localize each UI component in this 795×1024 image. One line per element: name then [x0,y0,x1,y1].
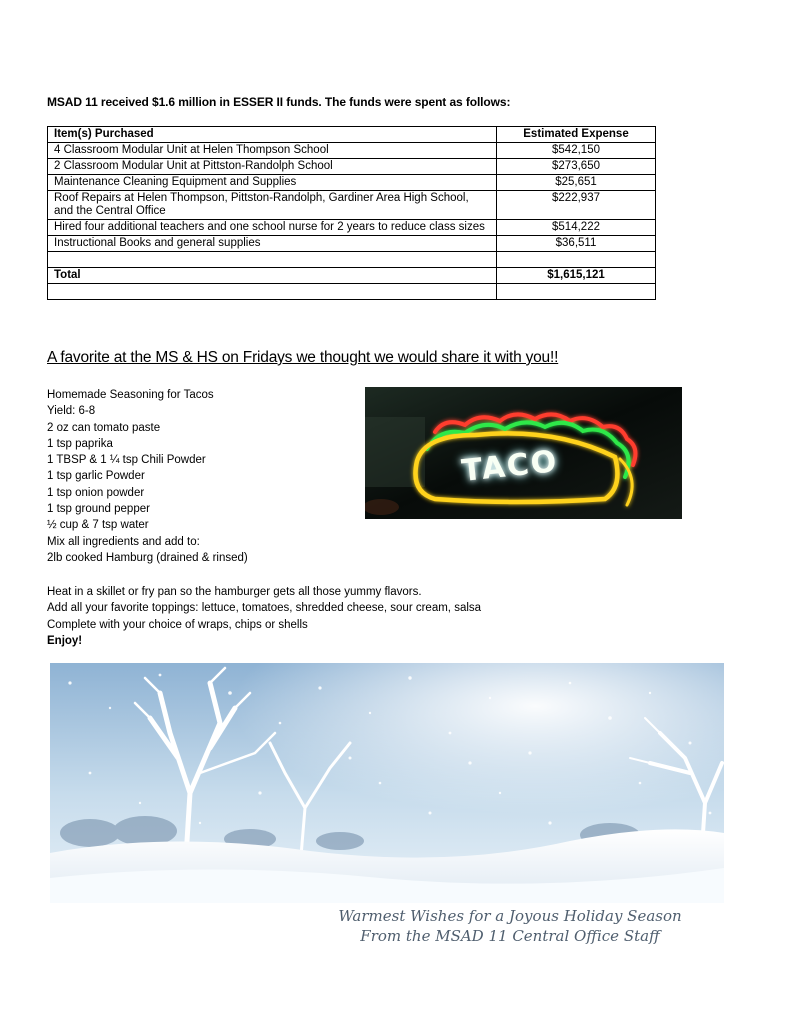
row-amount: $514,222 [497,220,656,236]
instruction-line: Add all your favorite toppings: lettuce, tomatoes, shredded cheese, sour cream, salsa [47,602,482,615]
ingredient-line: 1 tsp onion powder [47,486,145,499]
row-amount: $36,511 [497,236,656,252]
row-item: Maintenance Cleaning Equipment and Supplies [48,175,497,191]
ingredient-line: 1 TBSP & 1 ¼ tsp Chili Powder [47,454,206,467]
row-item: 2 Classroom Modular Unit at Pittston-Randolph School [48,159,497,175]
instruction-line: Heat in a skillet or fry pan so the hamburger gets all those yummy flavors. [47,586,422,598]
row-amount: $542,150 [497,143,656,159]
total-amount: $1,615,121 [497,268,656,284]
row-item: 4 Classroom Modular Unit at Helen Thompson School [48,143,497,159]
table-row [48,175,656,191]
winter-scene-image [50,663,724,903]
greeting-line-2: From the MSAD 11 Central Office Staff [360,927,660,945]
ingredient-line: 2 oz can tomato paste [47,421,161,434]
recipe-ingredients [47,387,347,566]
instruction-line: Complete with your choice of wraps, chips or shells [47,618,308,631]
table-row [48,143,656,159]
holiday-greeting [320,906,700,946]
row-amount: $25,651 [497,175,656,191]
header-item: Item(s) Purchased [48,127,497,143]
row-amount: $222,937 [497,191,656,220]
row-item: Roof Repairs at Helen Thompson, Pittston-Randolph, Gardiner Area High School, and the Central Office [48,191,497,220]
intro-text: MSAD 11 received $1.6 million in ESSER II funds. The funds were spent as follows: [47,95,511,109]
snowy-trees-graphic [50,663,724,903]
taco-sign-text: TACO [459,444,561,489]
esser-funds-table [47,126,656,300]
enjoy-text: Enjoy! [47,634,83,647]
table-row [48,220,656,236]
recipe-banner-heading: A favorite at the MS & HS on Fridays we thought we would share it with you!! [47,349,559,366]
table-blank-row [48,284,656,300]
ingredient-line: 1 tsp paprika [47,437,113,450]
ingredient-line: 1 tsp ground pepper [47,503,150,516]
ingredient-line: 1 tsp garlic Powder [47,470,145,483]
greeting-line-1: Warmest Wishes for a Joyous Holiday Season [338,907,682,925]
taco-neon-sign-image [365,387,682,519]
table-row [48,191,656,220]
recipe-title: Homemade Seasoning for Tacos [47,389,214,401]
row-amount: $273,650 [497,159,656,175]
ingredient-line: 2lb cooked Hamburg (drained & rinsed) [47,551,248,564]
table-header-row [48,127,656,143]
recipe-yield: Yield: 6-8 [47,405,96,418]
table-total-row [48,268,656,284]
total-label: Total [48,268,497,284]
ingredient-line: ½ cup & 7 tsp water [47,519,149,532]
recipe-instructions [47,584,567,649]
row-item: Hired four additional teachers and one school nurse for 2 years to reduce class sizes [48,220,497,236]
table-blank-row [48,252,656,268]
mix-instruction: Mix all ingredients and add to: [47,535,200,548]
row-item: Instructional Books and general supplies [48,236,497,252]
table-row [48,236,656,252]
header-expense: Estimated Expense [497,127,656,143]
table-row [48,159,656,175]
